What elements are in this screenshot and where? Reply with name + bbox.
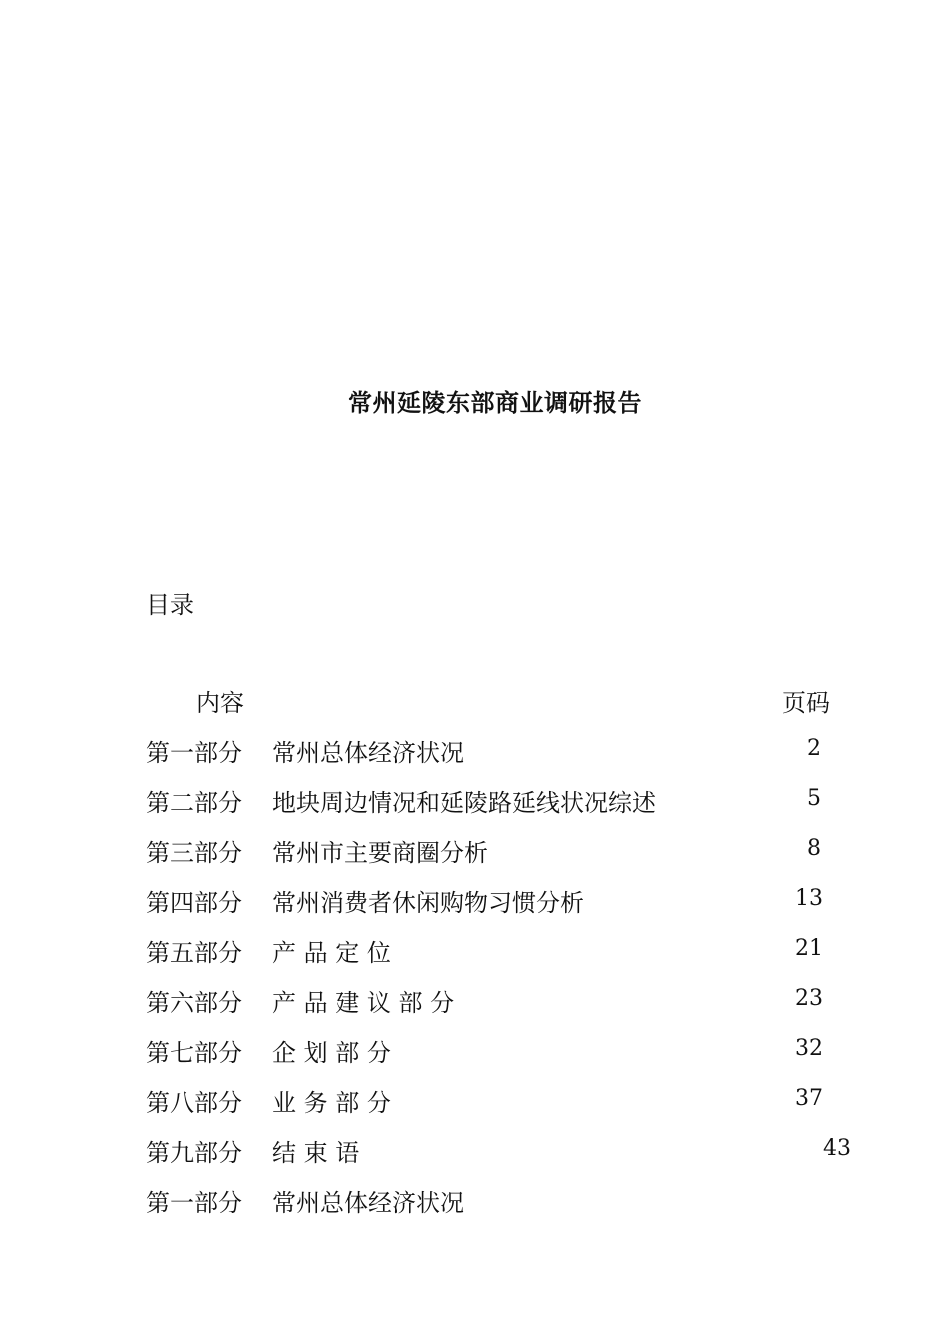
toc-header-page: 页码	[782, 689, 830, 717]
toc-section-name: 地块周边情况和延陵路延线状况综述	[272, 789, 656, 817]
toc-part-label: 第三部分	[146, 839, 242, 867]
toc-section-name: 常州市主要商圈分析	[272, 839, 488, 867]
toc-part-label: 第六部分	[146, 989, 242, 1017]
toc-section-name: 业 务 部 分	[272, 1089, 391, 1117]
toc-page-number: 37	[795, 1086, 823, 1111]
toc-page-number: 32	[795, 1036, 823, 1061]
toc-part-label: 第四部分	[146, 889, 242, 917]
toc-page-number: 5	[807, 786, 821, 811]
document-title: 常州延陵东部商业调研报告	[348, 388, 642, 417]
toc-row	[0, 733, 950, 783]
toc-header-content: 内容	[196, 689, 244, 717]
toc-page-number: 23	[795, 986, 823, 1011]
toc-part-label: 第一部分	[146, 739, 242, 767]
toc-page-number: 13	[795, 886, 823, 911]
toc-page-number: 21	[795, 936, 823, 961]
toc-list	[0, 733, 950, 1183]
section-name: 常州总体经济状况	[272, 1189, 464, 1217]
toc-section-name: 结 束 语	[272, 1139, 360, 1167]
toc-row	[0, 1033, 950, 1083]
toc-heading: 目录	[146, 591, 194, 619]
toc-row	[0, 1083, 950, 1133]
toc-section-name: 产 品 定 位	[272, 939, 391, 967]
toc-section-name: 常州消费者休闲购物习惯分析	[272, 889, 584, 917]
toc-section-name: 产 品 建 议 部 分	[272, 989, 455, 1017]
toc-part-label: 第七部分	[146, 1039, 242, 1067]
toc-page-number: 8	[807, 836, 821, 861]
section-part-label: 第一部分	[146, 1189, 242, 1217]
toc-part-label: 第九部分	[146, 1139, 242, 1167]
toc-row	[0, 983, 950, 1033]
toc-page-number: 2	[807, 736, 821, 761]
toc-row	[0, 1133, 950, 1183]
next-section-heading	[0, 1183, 950, 1223]
toc-row	[0, 883, 950, 933]
toc-part-label: 第二部分	[146, 789, 242, 817]
toc-row	[0, 933, 950, 983]
toc-page-number: 43	[823, 1136, 851, 1161]
toc-section-name: 企 划 部 分	[272, 1039, 391, 1067]
toc-section-name: 常州总体经济状况	[272, 739, 464, 767]
toc-row	[0, 783, 950, 833]
toc-row	[0, 833, 950, 883]
toc-part-label: 第八部分	[146, 1089, 242, 1117]
toc-part-label: 第五部分	[146, 939, 242, 967]
